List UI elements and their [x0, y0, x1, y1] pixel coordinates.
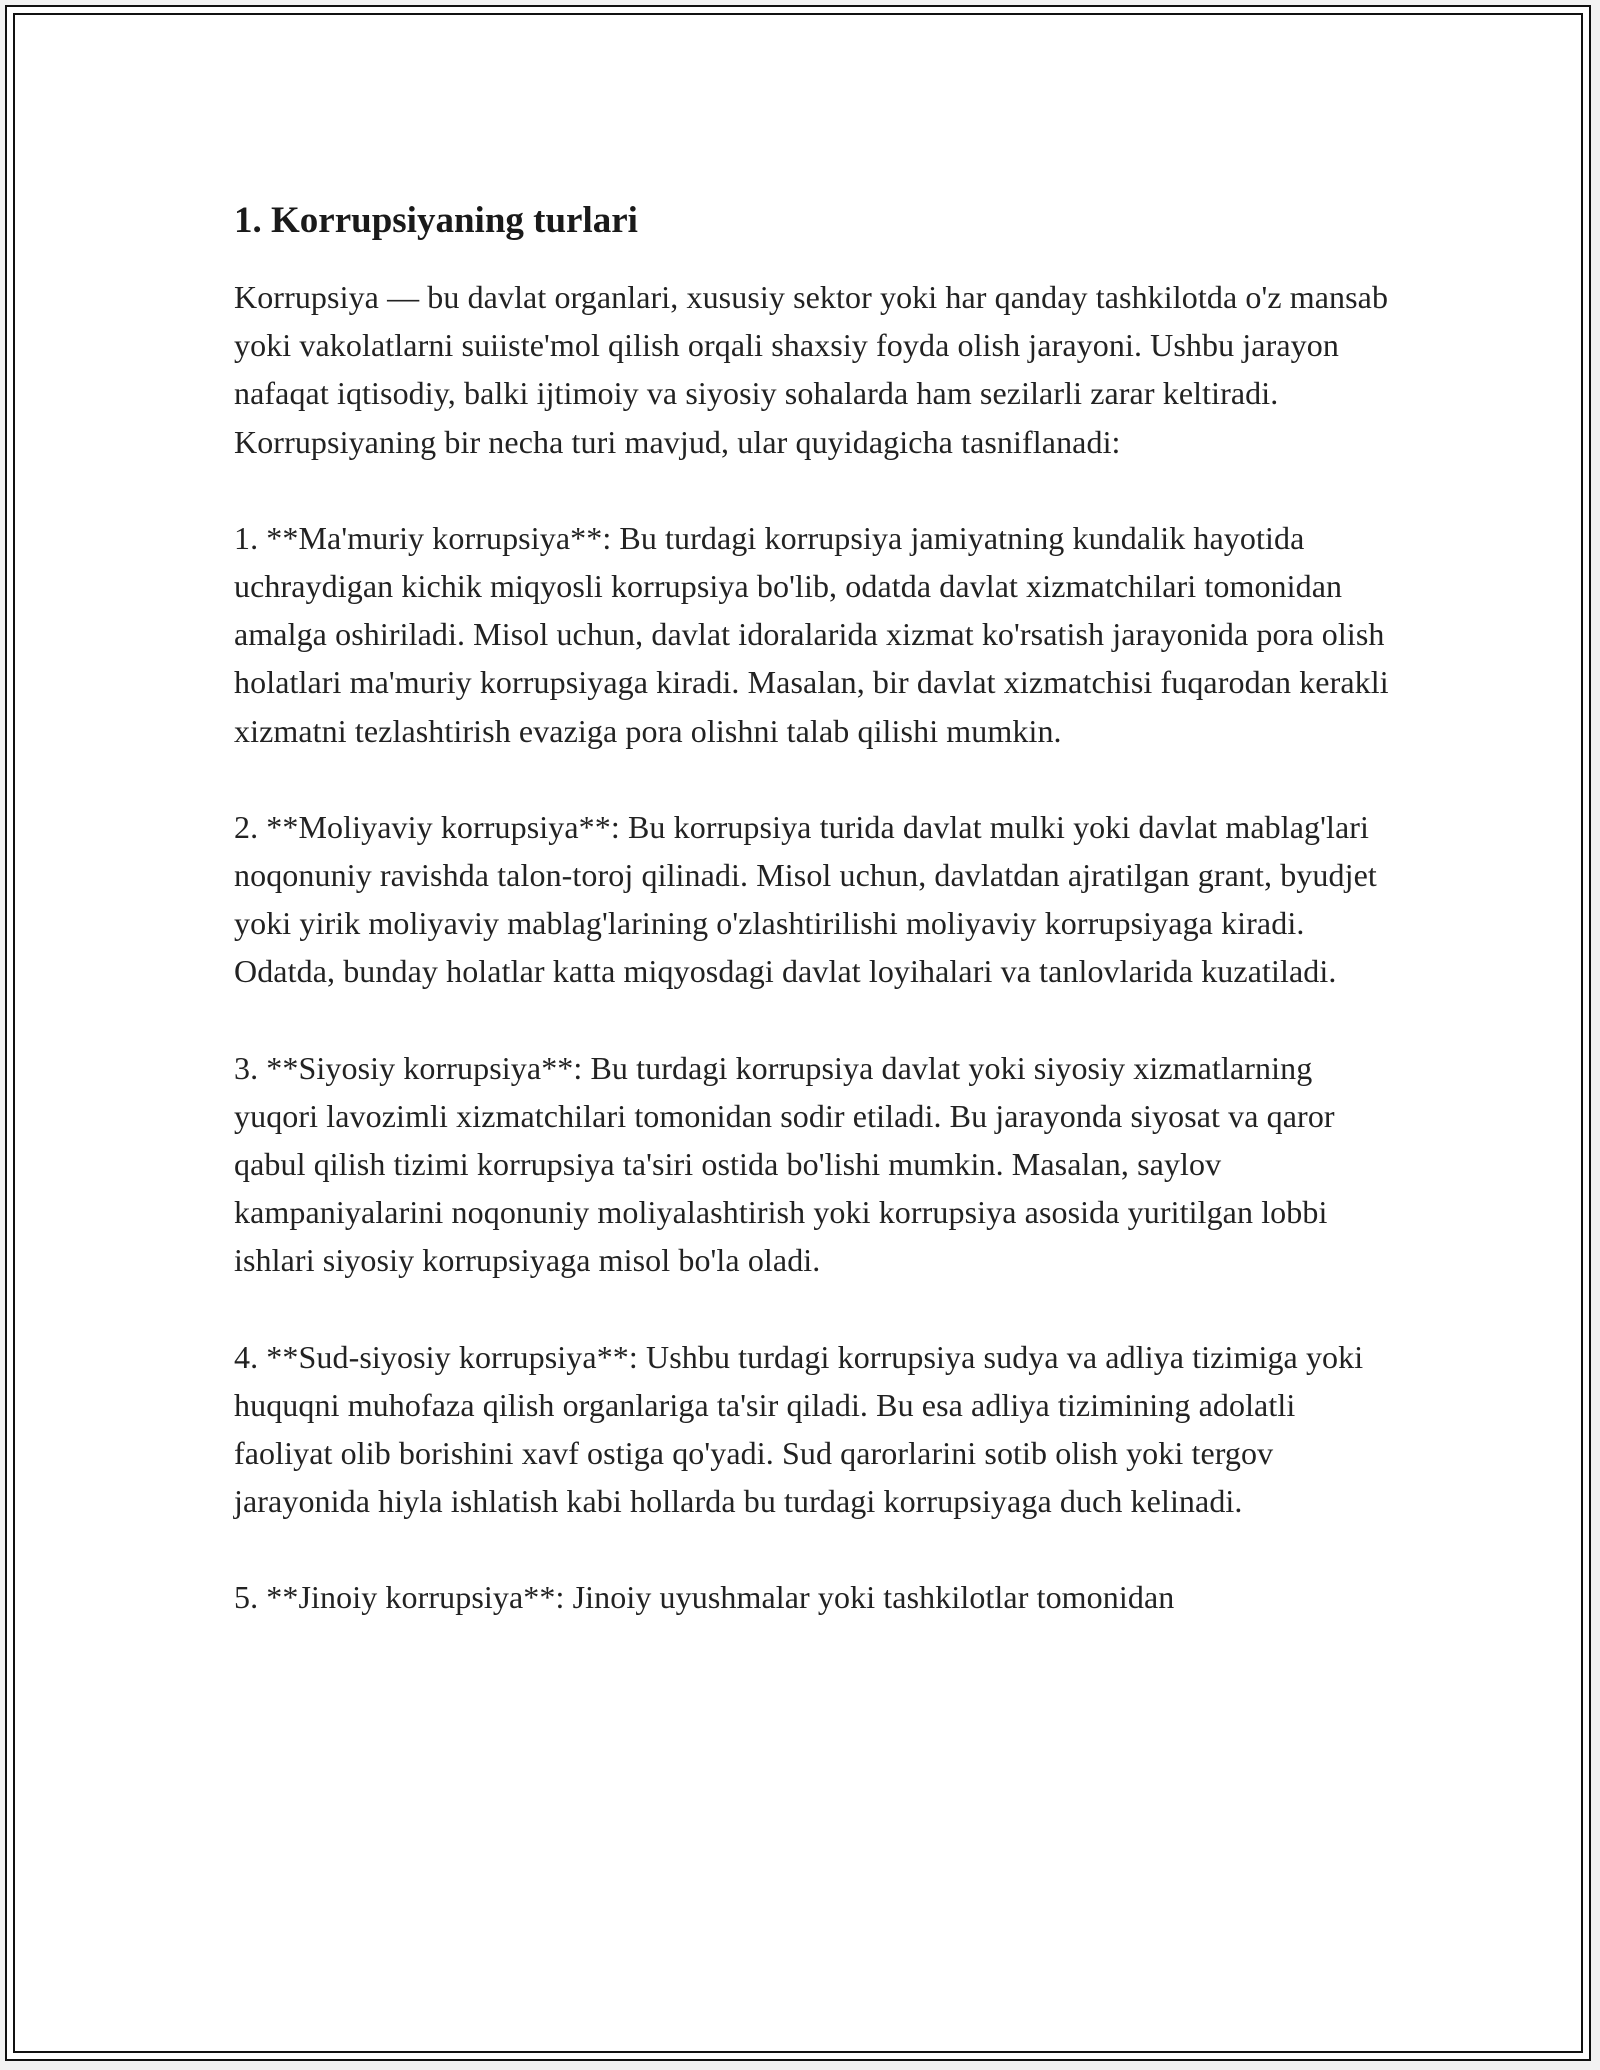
paragraph-criminal-corruption: 5. **Jinoiy korrupsiya**: Jinoiy uyushmalar yoki tashkilotlar tomonidan	[234, 1579, 1175, 1616]
page-frame	[5, 5, 1591, 2061]
paragraph-administrative-corruption: 1. **Ma'muriy korrupsiya**: Bu turdagi korrupsiya jamiyatning kundalik hayotida uchraydigan kichik miqyosli korrupsiya bo'lib, odatda davlat xizmatchilari tomonidan amalga oshiriladi. Misol uchun, davlat idoralarida xizmat ko'rsatish jarayonida pora olish holatlari ma'muriy korrupsiyaga kiradi. Masalan, bir davlat xizmatchisi fuqarodan kerakli xizmatni tezlashtirish evaziga pora olishni talab qilishi mumkin.	[234, 519, 1389, 749]
paragraph-political-corruption: 3. **Siyosiy korrupsiya**: Bu turdagi korrupsiya davlat yoki siyosiy xizmatlarning yuqori lavozimli xizmatchilari tomonidan sodir etiladi. Bu jarayonda siyosat va qaror qabul qilish tizimi korrupsiya ta'siri ostida bo'lishi mumkin. Masalan, saylov kampaniyalarini noqonuniy moliyalashtirish yoki korrupsiya asosida yuritilgan lobbi ishlari siyosiy korrupsiyaga misol bo'la oladi.	[234, 1049, 1335, 1279]
paragraph-judicial-corruption: 4. **Sud-siyosiy korrupsiya**: Ushbu turdagi korrupsiya sudya va adliya tizimiga yoki huquqni muhofaza qilish organlariga ta'sir qiladi. Bu esa adliya tizimining adolatli faoliyat olib borishini xavf ostiga qo'yadi. Sud qarorlarini sotib olish yoki tergov jarayonida hiyla ishlatish kabi hollarda bu turdagi korrupsiyaga duch kelinadi.	[234, 1338, 1364, 1520]
intro-paragraph: Korrupsiya — bu davlat organlari, xususiy sektor yoki har qanday tashkilotda o'z mansab yoki vakolatlarni suiiste'mol qilish orqali shaxsiy foyda olish jarayoni. Ushbu jarayon nafaqat iqtisodiy, balki ijtimoiy va siyosiy sohalarda ham sezilarli zarar keltiradi. Korrupsiyaning bir necha turi mavjud, ular quyidagicha tasniflanadi:	[234, 279, 1389, 460]
document-body	[234, 191, 1394, 1670]
document-title: 1. Korrupsiyaning turlari	[234, 200, 638, 241]
paragraph-financial-corruption: 2. **Moliyaviy korrupsiya**: Bu korrupsiya turida davlat mulki yoki davlat mablag'lari noqonuniy ravishda talon-toroj qilinadi. Misol uchun, davlatdan ajratilgan grant, byudjet yoki yirik moliyaviy mablag'larining o'zlashtirilishi moliyaviy korrupsiyaga kiradi. Odatda, bunday holatlar katta miqyosdagi davlat loyihalari va tanlovlarida kuzatiladi.	[234, 808, 1377, 990]
